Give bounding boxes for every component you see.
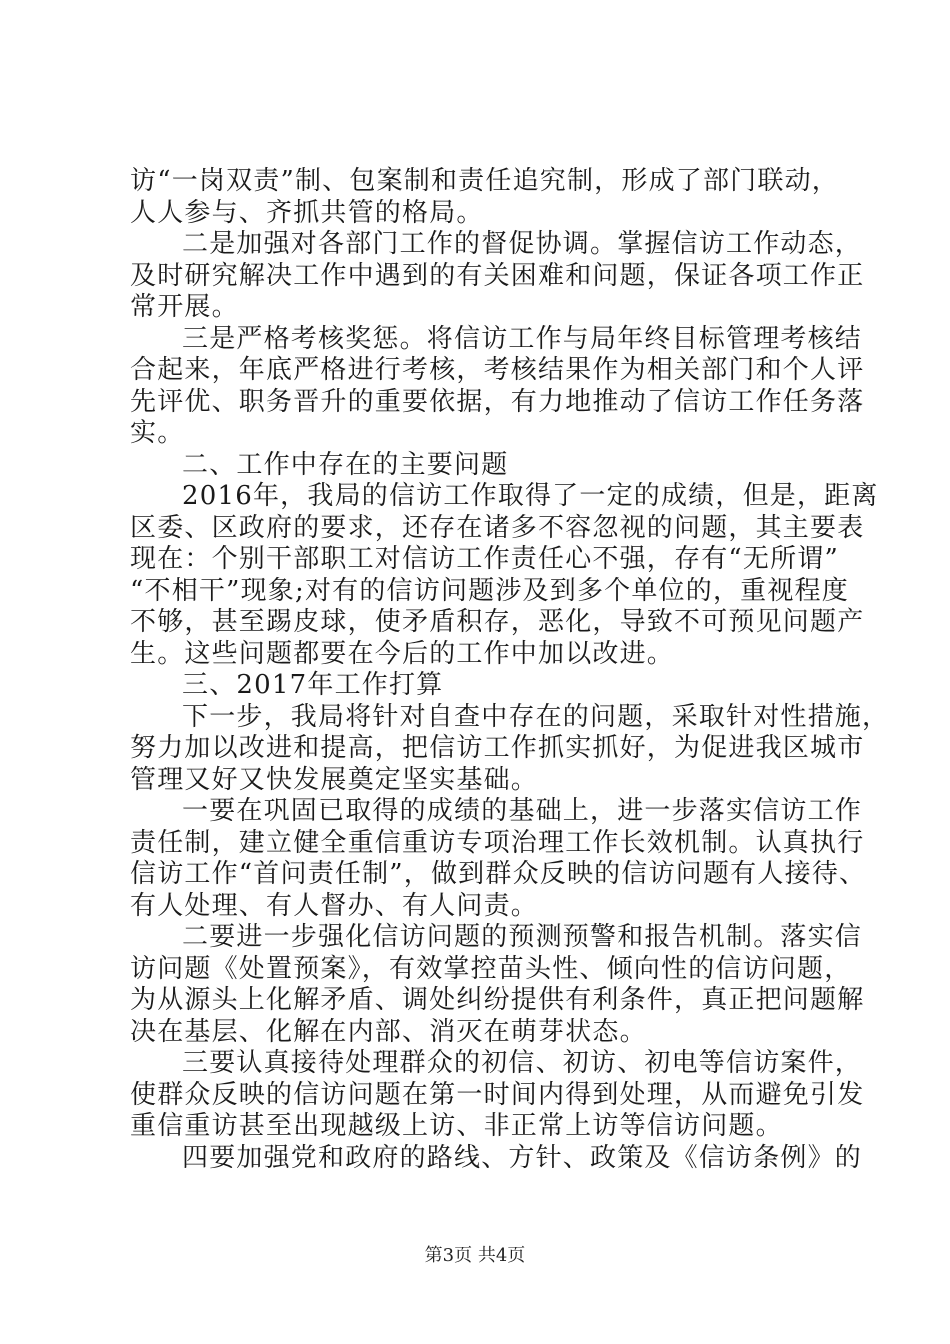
text-line: 常开展。	[130, 292, 239, 322]
text-line: 下一步，我局将针对自查中存在的问题，采取针对性措施，	[182, 701, 890, 732]
text-line: 三、2017年工作打算	[182, 670, 444, 700]
text-line: 区委、区政府的要求，还存在诸多不容忽视的问题，其主要表	[130, 512, 865, 543]
text-line: 四要加强党和政府的路线、方针、政策及《信访条例》的	[182, 1142, 863, 1173]
text-line: 责任制，建立健全重信重访专项治理工作长效机制。认真执行	[130, 827, 865, 858]
text-line: 访问题《处置预案》，有效掌控苗头性、倾向性的信访问题，	[130, 953, 852, 984]
text-line: 生。这些问题都要在今后的工作中加以改进。	[130, 638, 675, 669]
document-body	[130, 166, 890, 1174]
text-line: 重信重访甚至出现越级上访、非正常上访等信访问题。	[130, 1111, 783, 1141]
text-line: 信访工作“首问责任制”，做到群众反映的信访问题有人接待、	[130, 859, 867, 889]
text-line: 访“一岗双责”制、包案制和责任追究制，形成了部门联动，	[130, 166, 839, 196]
text-line: 及时研究解决工作中遇到的有关困难和问题，保证各项工作正	[130, 260, 865, 291]
text-line: 二是加强对各部门工作的督促协调。掌握信访工作动态，	[182, 229, 863, 259]
text-line: 先评优、职务晋升的重要依据，有力地推动了信访工作任务落	[130, 386, 865, 417]
text-line: 合起来，年底严格进行考核，考核结果作为相关部门和个人评	[130, 355, 865, 385]
text-line: 二、工作中存在的主要问题	[182, 449, 509, 480]
text-line: 实。	[130, 418, 185, 448]
text-line: 为从源头上化解矛盾、调处纠纷提供有利条件，真正把问题解	[130, 985, 865, 1015]
text-line: 三要认真接待处理群众的初信、初访、初电等信访案件，	[182, 1048, 863, 1078]
text-line: 决在基层、化解在内部、消灭在萌芽状态。	[130, 1016, 647, 1047]
text-line: 不够，甚至踢皮球，使矛盾积存，恶化，导致不可预见问题产	[130, 607, 865, 637]
text-line: 三是严格考核奖惩。将信访工作与局年终目标管理考核结	[182, 323, 863, 354]
text-line: 有人处理、有人督办、有人问责。	[130, 890, 539, 921]
text-line: 管理又好又快发展奠定坚实基础。	[130, 764, 539, 795]
text-line: 一要在巩固已取得的成绩的基础上，进一步落实信访工作	[182, 796, 863, 826]
text-line: 现在：个别干部职工对信访工作责任心不强，存有“无所谓”	[130, 544, 839, 574]
text-line: 使群众反映的信访问题在第一时间内得到处理，从而避免引发	[130, 1079, 865, 1110]
text-line: 2016年，我局的信访工作取得了一定的成绩，但是，距离	[182, 481, 879, 511]
text-line: 二要进一步强化信访问题的预测预警和报告机制。落实信	[182, 922, 863, 952]
text-line: 努力加以改进和提高，把信访工作抓实抓好，为促进我区城市	[130, 733, 865, 763]
text-line: 人人参与、齐抓共管的格局。	[130, 197, 484, 228]
text-line: “不相干”现象;对有的信访问题涉及到多个单位的，重视程度	[130, 575, 849, 606]
page-footer: 第3页 共4页	[424, 1245, 526, 1266]
